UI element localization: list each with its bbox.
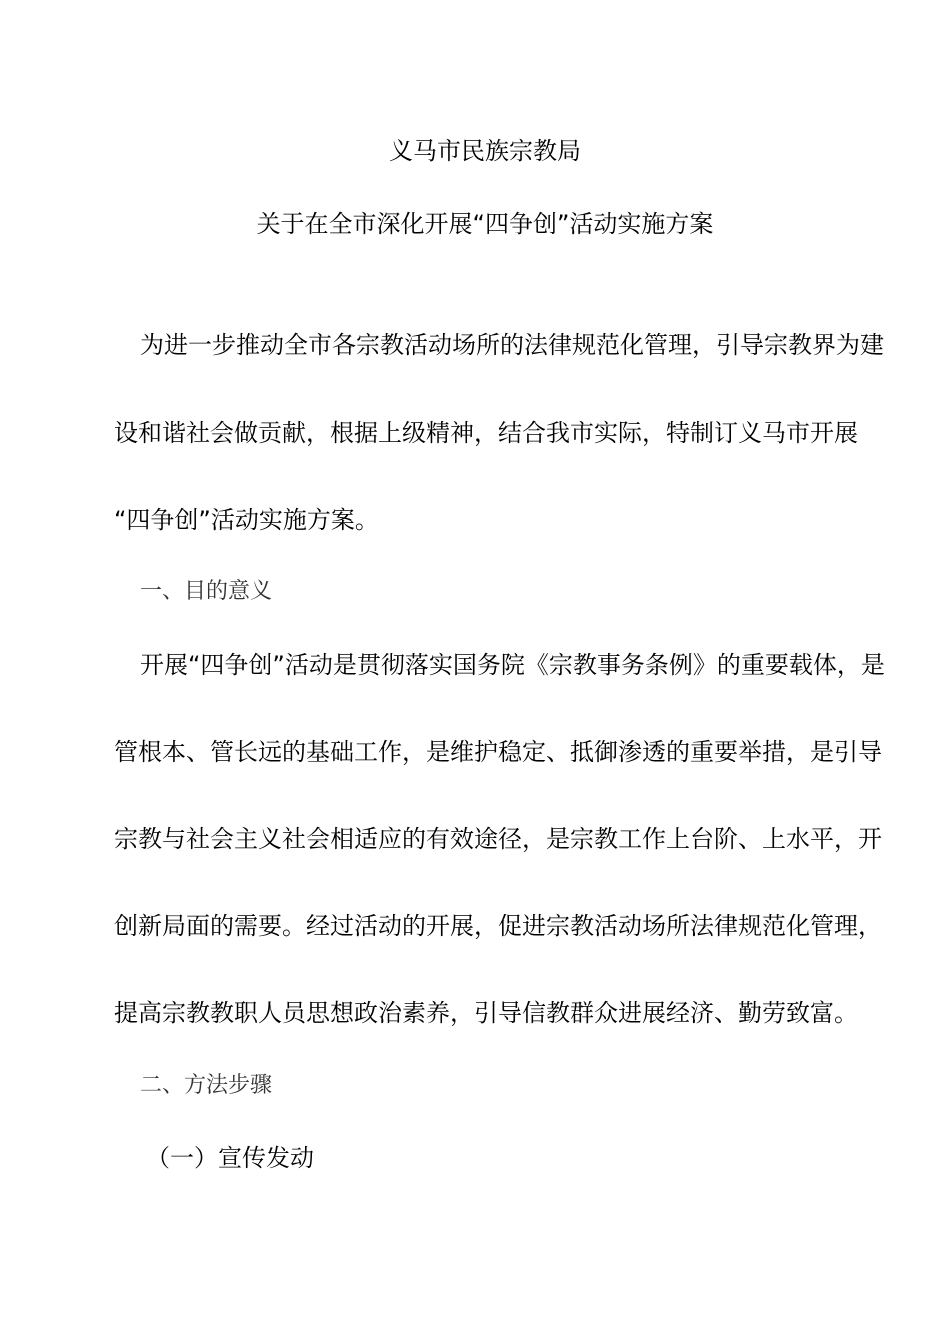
intro-paragraph-line: 为进一步推动全市各宗教活动场所的法律规范化管理，引导宗教界为建 <box>140 331 884 359</box>
section-heading-purpose: 一、目的意义 <box>140 579 273 604</box>
section-heading-methods: 二、方法步骤 <box>140 1073 273 1098</box>
subsection-heading-publicity: （一）宣传发动 <box>146 1144 314 1172</box>
purpose-paragraph-line: 开展“四争创”活动是贯彻落实国务院《宗教事务条例》的重要载体，是 <box>140 651 885 679</box>
purpose-paragraph-line: 宗教与社会主义社会相适应的有效途径，是宗教工作上台阶、上水平，开 <box>114 825 882 853</box>
purpose-paragraph-line: 管根本、管长远的基础工作，是维护稳定、抵御渗透的重要举措，是引导 <box>114 738 882 766</box>
purpose-paragraph-line: 提高宗教教职人员思想政治素养，引导信教群众进展经济、勤劳致富。 <box>114 999 858 1027</box>
intro-paragraph-line: “四争创”活动实施方案。 <box>114 506 379 534</box>
purpose-paragraph-line: 创新局面的需要。经过活动的开展，促进宗教活动场所法律规范化管理， <box>114 912 882 940</box>
document-title: 关于在全市深化开展“四争创”活动实施方案 <box>256 210 714 238</box>
intro-paragraph-line: 设和谐社会做贡献，根据上级精神，结合我市实际，特制订义马市开展 <box>114 419 858 447</box>
document-title-issuer: 义马市民族宗教局 <box>389 137 581 165</box>
